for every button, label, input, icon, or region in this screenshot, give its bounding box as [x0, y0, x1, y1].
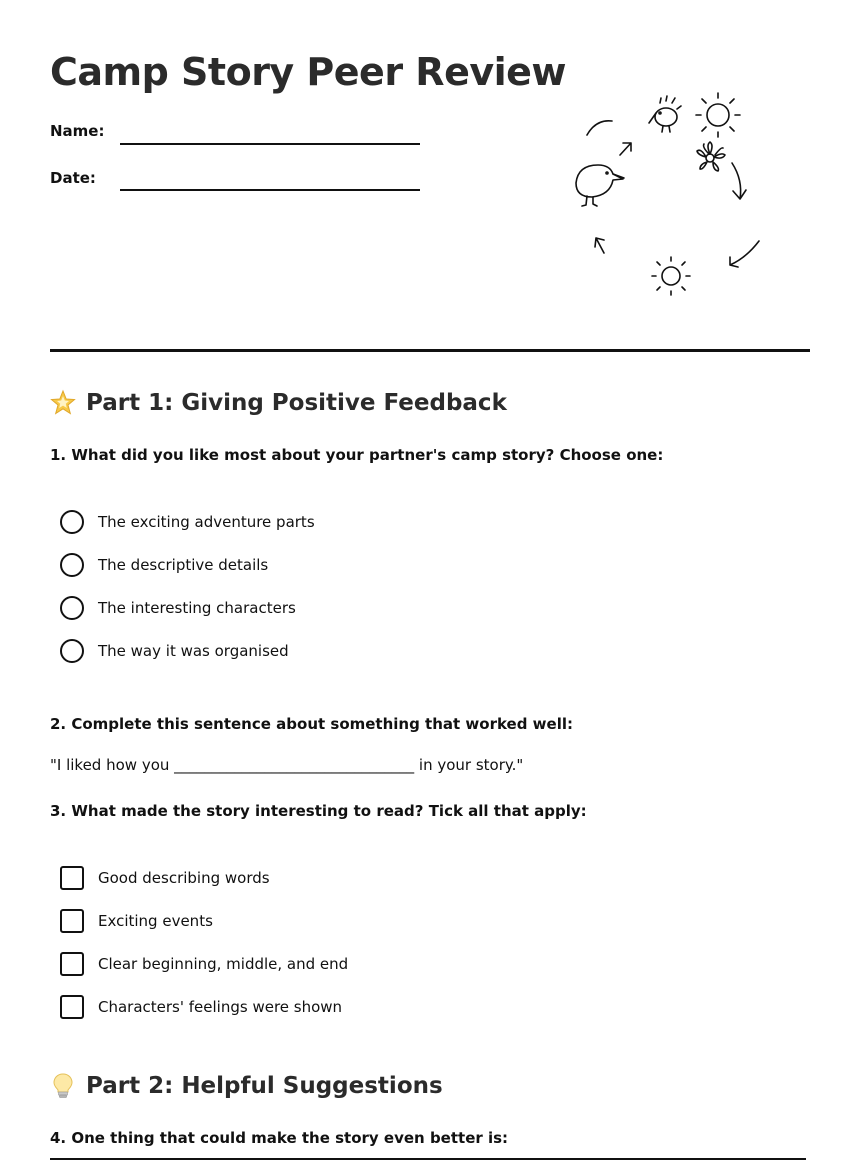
radio-option[interactable]	[60, 639, 289, 663]
option-label: The descriptive details	[98, 556, 269, 574]
checkbox[interactable]	[60, 995, 84, 1019]
option-label: The interesting characters	[98, 599, 296, 617]
arrow-icon	[620, 143, 631, 155]
radio-button[interactable]	[60, 510, 84, 534]
radio-button[interactable]	[60, 639, 84, 663]
answer-line[interactable]	[50, 1158, 806, 1160]
option-label: The way it was organised	[98, 642, 289, 660]
option-label: Good describing words	[98, 869, 270, 887]
checkbox-option[interactable]	[60, 995, 342, 1019]
sun-icon	[696, 93, 740, 137]
star-icon	[50, 389, 76, 417]
question-4: 4. One thing that could make the story even better is:	[50, 1129, 509, 1147]
kiwi-bird-icon	[576, 165, 624, 206]
radio-option[interactable]	[60, 596, 296, 620]
kiwi-bird-icon	[649, 96, 681, 132]
lightbulb-icon	[50, 1072, 76, 1100]
question-2: 2. Complete this sentence about something that worked well:	[50, 715, 573, 733]
checkbox[interactable]	[60, 866, 84, 890]
radio-option[interactable]	[60, 553, 268, 577]
radio-button[interactable]	[60, 596, 84, 620]
sentence-completion-field[interactable]: "I liked how you ________________________________ in your story."	[50, 756, 524, 774]
option-label: Exciting events	[98, 912, 213, 930]
option-label: Clear beginning, middle, and end	[98, 955, 349, 973]
camp-doodle-illustration	[560, 85, 790, 310]
flower-icon	[697, 142, 725, 171]
part1-heading	[50, 389, 507, 417]
name-label: Name:	[50, 122, 105, 140]
checkbox-option[interactable]	[60, 952, 348, 976]
checkbox-option[interactable]	[60, 866, 270, 890]
checkbox[interactable]	[60, 952, 84, 976]
section-divider	[50, 349, 810, 352]
option-label: The exciting adventure parts	[98, 513, 315, 531]
curved-arrow-icon	[587, 121, 612, 135]
arrow-icon	[732, 163, 746, 199]
name-field[interactable]	[120, 143, 420, 145]
question-3: 3. What made the story interesting to read? Tick all that apply:	[50, 802, 587, 820]
arrow-icon	[595, 238, 604, 253]
part1-heading-text: Part 1: Giving Positive Feedback	[86, 390, 507, 416]
date-label: Date:	[50, 169, 96, 187]
checkbox[interactable]	[60, 909, 84, 933]
sun-icon	[652, 257, 690, 295]
part2-heading-text: Part 2: Helpful Suggestions	[86, 1073, 443, 1099]
radio-button[interactable]	[60, 553, 84, 577]
option-label: Characters' feelings were shown	[98, 998, 343, 1016]
radio-option[interactable]	[60, 510, 315, 534]
checkbox-option[interactable]	[60, 909, 213, 933]
date-field[interactable]	[120, 189, 420, 191]
arrow-icon	[730, 241, 759, 267]
page-title: Camp Story Peer Review	[50, 50, 567, 94]
question-1: 1. What did you like most about your partner's camp story? Choose one:	[50, 446, 664, 464]
part2-heading	[50, 1072, 443, 1100]
